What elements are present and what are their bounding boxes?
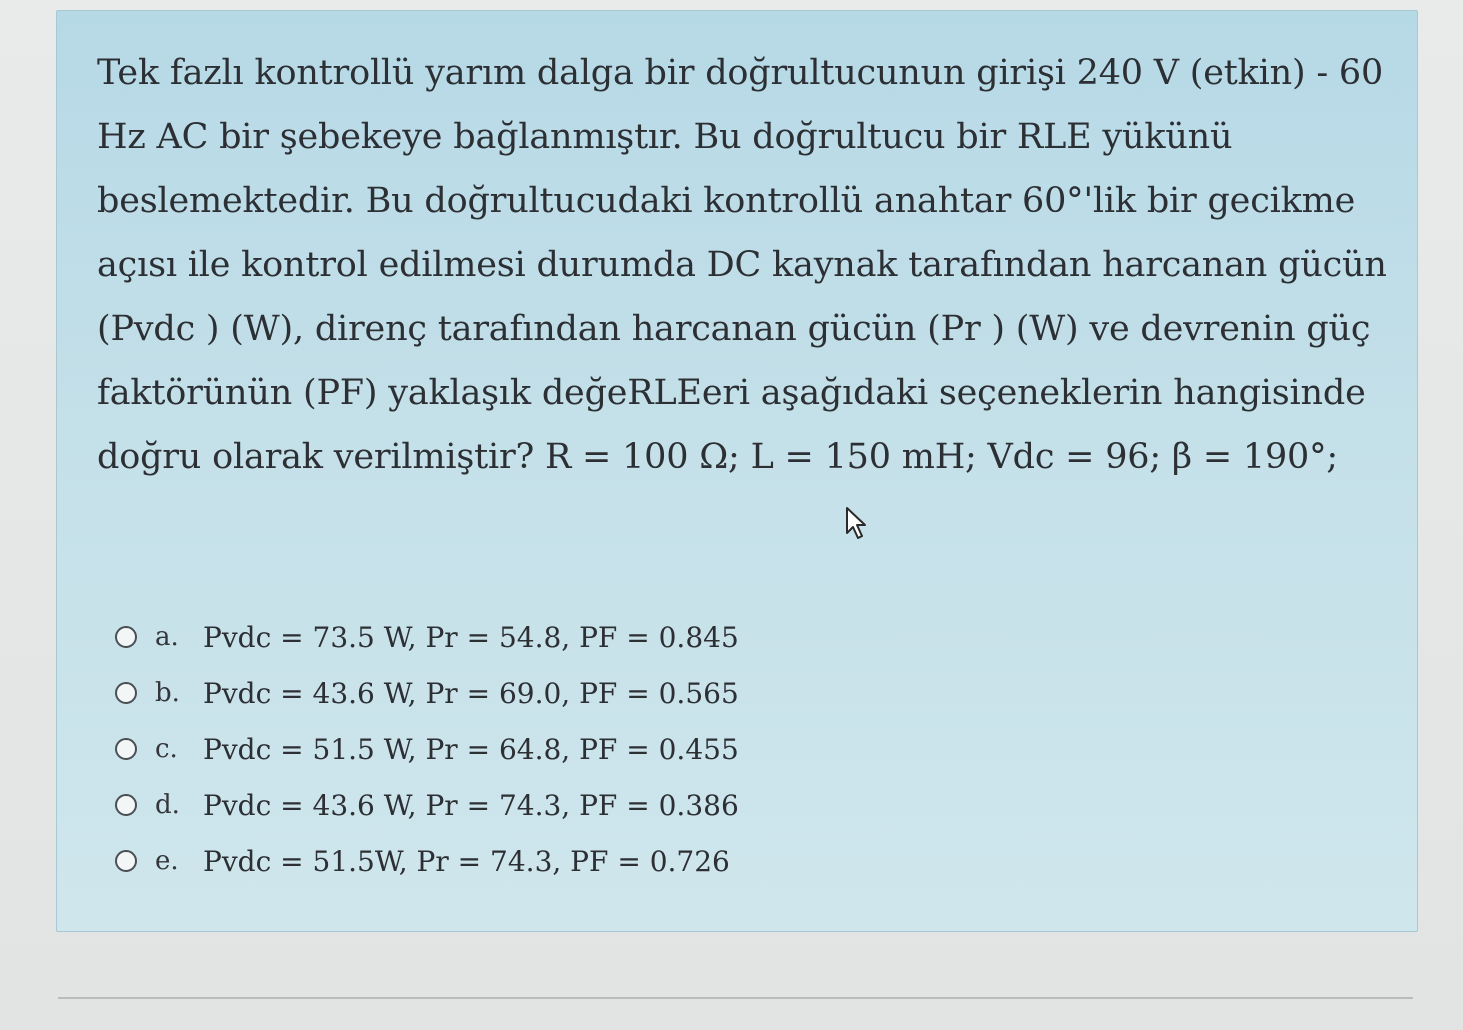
radio-button-e[interactable]	[115, 850, 137, 872]
question-text: Tek fazlı kontrollü yarım dalga bir doğrultucunun girişi 240 V (etkin) - 60 Hz AC bir şebekeye bağlanmıştır. Bu doğrultucu bir RLE yükünü beslemektedir. Bu doğrultucudaki kontrollü anahtar 60°'lik bir gecikme açısı ile kontrol edilmesi durumda DC kaynak tarafından harcanan gücün (Pvdc ) (W), direnç tarafından harcanan gücün (Pr ) (W) ve devrenin güç faktörünün (PF) yaklaşık değeRLEeri aşağıdaki seçeneklerin hangisinde doğru olarak verilmiştir? R = 100 Ω; L = 150 mH; Vdc = 96; β = 190°;	[97, 53, 1387, 477]
answer-letter: c.	[155, 734, 178, 764]
answer-option-e[interactable]	[115, 833, 739, 889]
radio-button-b[interactable]	[115, 682, 137, 704]
answer-letter: b.	[155, 678, 180, 708]
answer-option-d[interactable]	[115, 777, 739, 833]
mouse-pointer-icon	[844, 506, 870, 542]
question-panel	[56, 10, 1418, 932]
answer-text[interactable]: Pvdc = 43.6 W, Pr = 69.0, PF = 0.565	[203, 676, 739, 710]
answer-text[interactable]: Pvdc = 43.6 W, Pr = 74.3, PF = 0.386	[203, 788, 739, 822]
answer-option-c[interactable]	[115, 721, 739, 777]
answer-letter: a.	[155, 622, 179, 652]
radio-button-d[interactable]	[115, 794, 137, 816]
divider	[58, 997, 1413, 999]
answer-text[interactable]: Pvdc = 51.5W, Pr = 74.3, PF = 0.726	[203, 844, 730, 878]
answer-option-a[interactable]	[115, 609, 739, 665]
radio-button-a[interactable]	[115, 626, 137, 648]
radio-button-c[interactable]	[115, 738, 137, 760]
answer-text[interactable]: Pvdc = 73.5 W, Pr = 54.8, PF = 0.845	[203, 620, 739, 654]
answer-option-b[interactable]	[115, 665, 739, 721]
answer-letter: d.	[155, 790, 180, 820]
answer-text[interactable]: Pvdc = 51.5 W, Pr = 64.8, PF = 0.455	[203, 732, 739, 766]
answer-list	[115, 609, 739, 889]
answer-letter: e.	[155, 846, 179, 876]
